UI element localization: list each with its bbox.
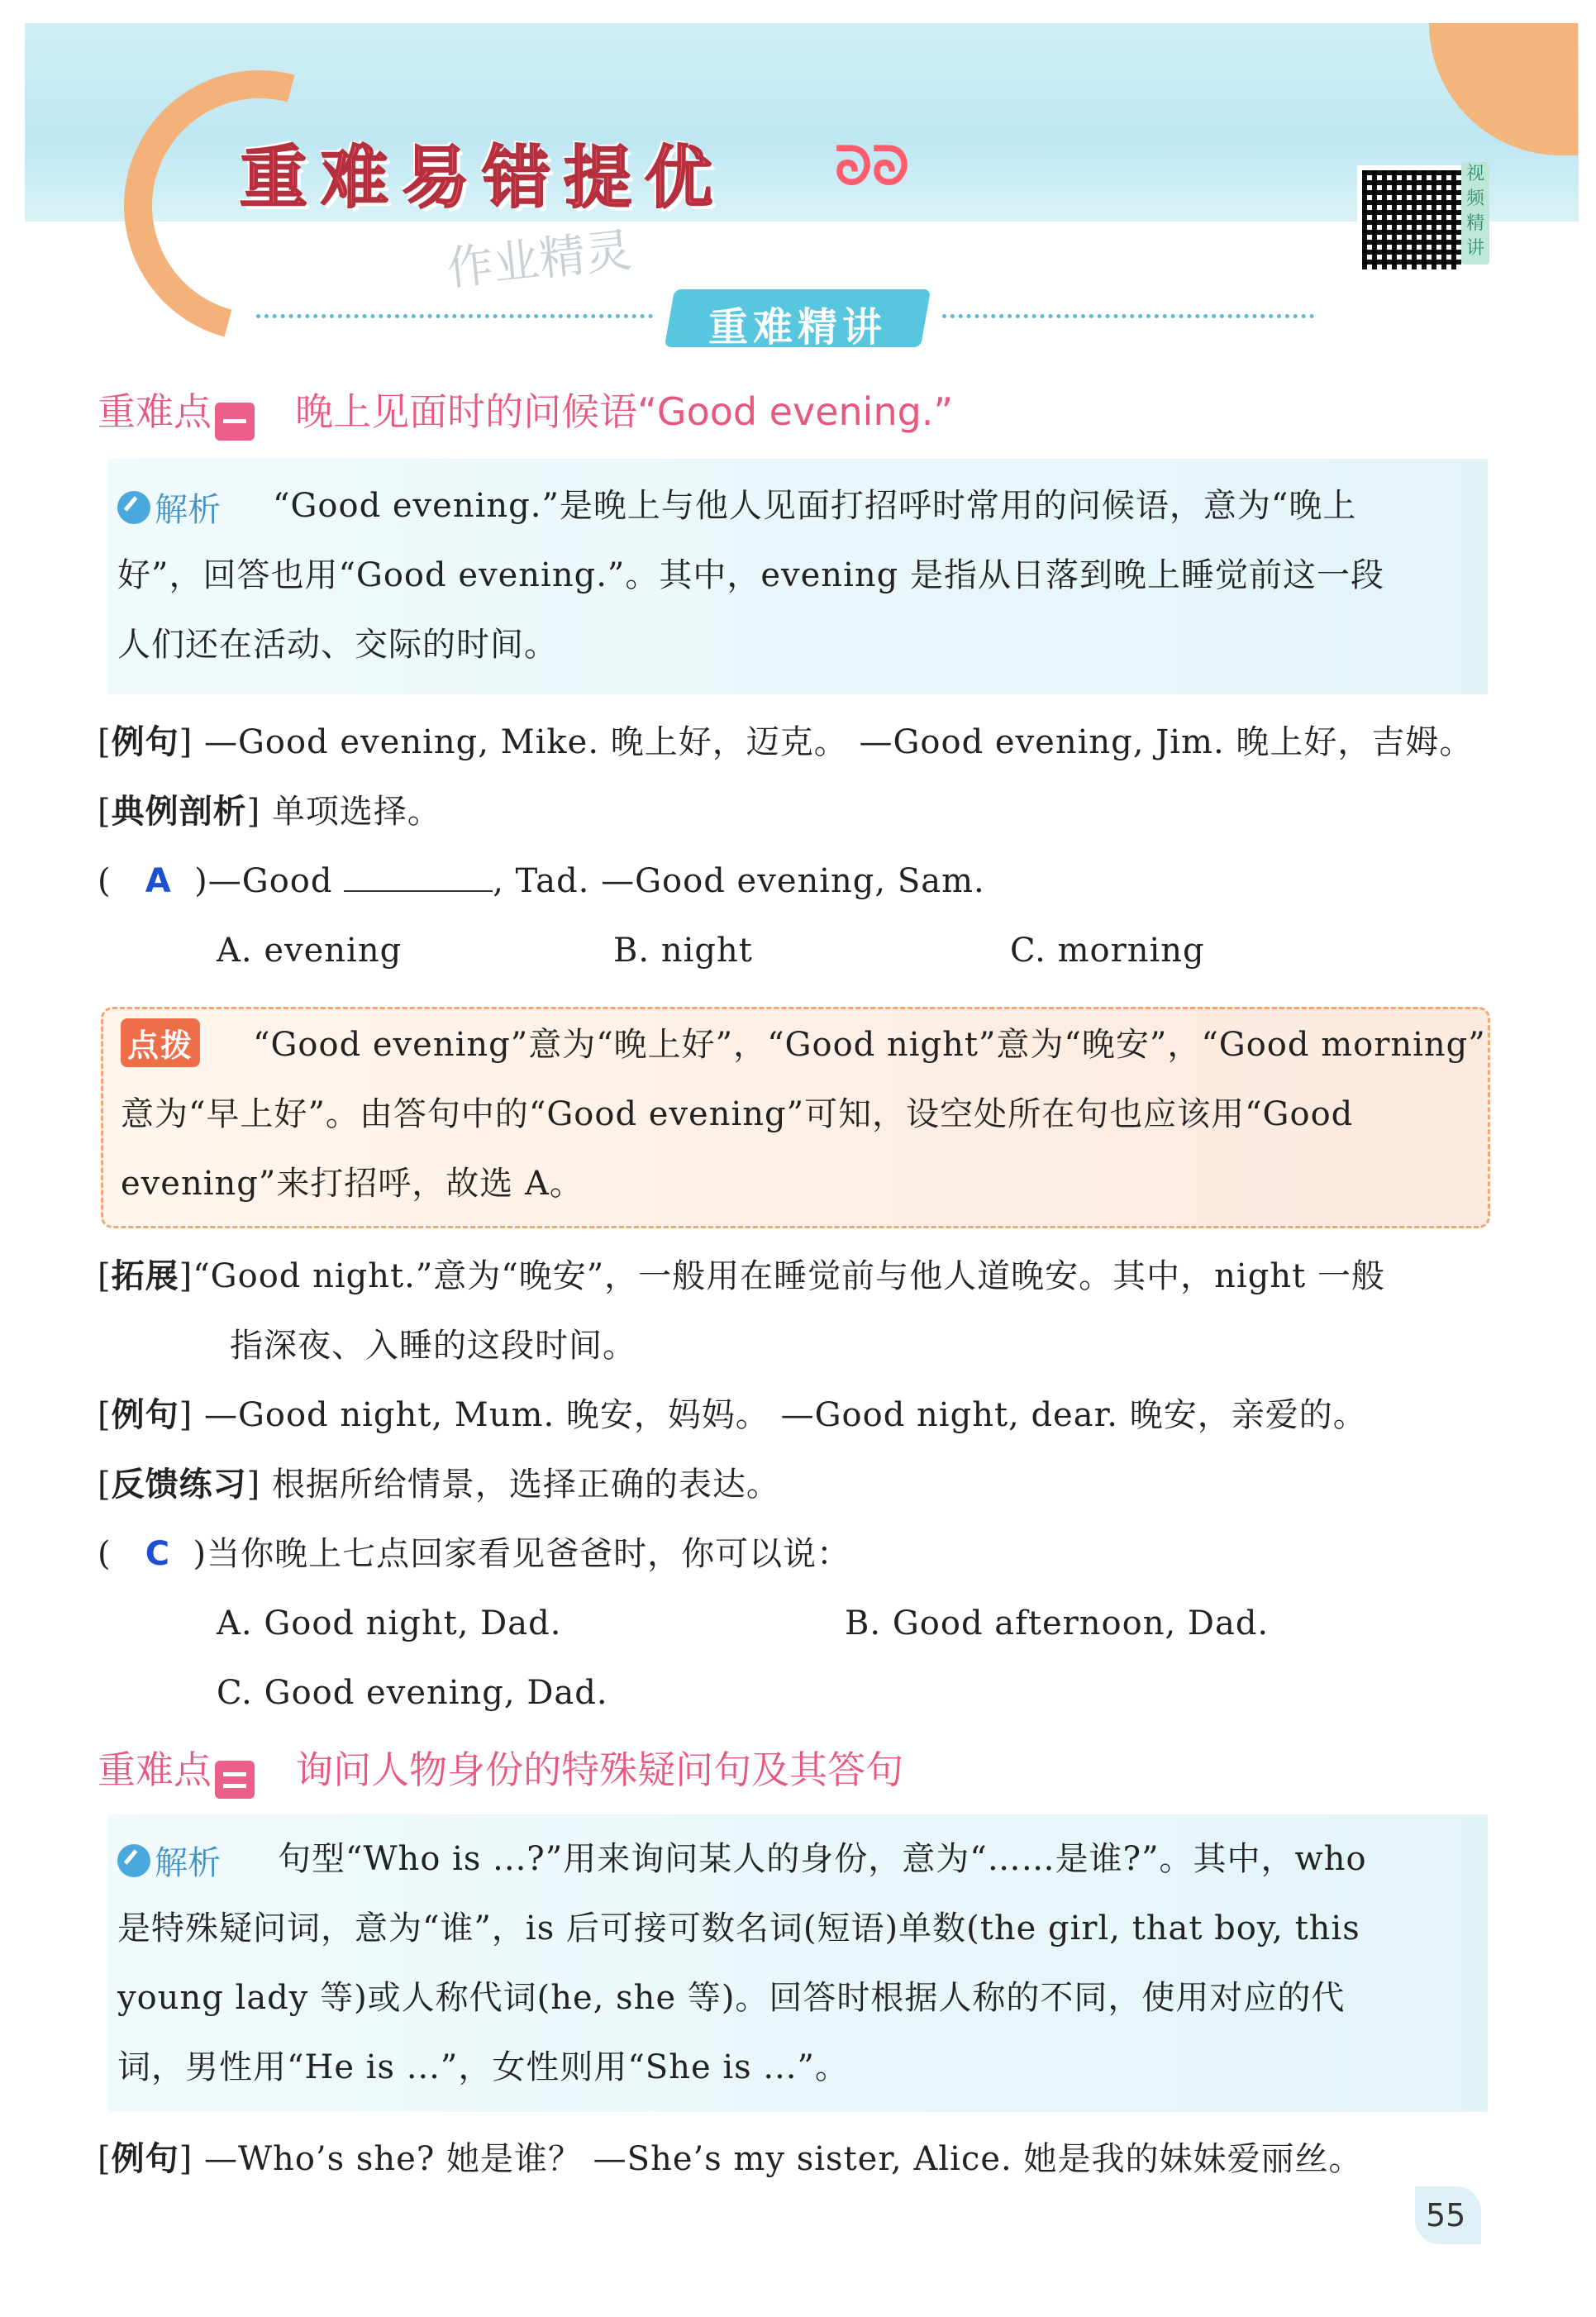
option-c: C. morning [1010, 932, 1205, 970]
analysis-2-line-3: young lady 等)或人称代词(he, she 等)。回答时根据人称的不同，使用对应的代 [117, 1979, 1346, 2017]
tip-line-1: “Good evening”意为“晚上好”，“Good night”意为“晚安”，“Good morning” [253, 1026, 1486, 1064]
key-point-2-header [98, 1740, 903, 1799]
key-point-1-header [98, 382, 953, 441]
q2-option-b: B. Good afternoon, Dad. [845, 1604, 1270, 1642]
qr-caption: 视 频 精 讲 [1461, 162, 1489, 265]
example-2: [例句] —Good night, Mum. 晚安，妈妈。 —Good night, dear. 晚安，亲爱的。 [98, 1396, 1367, 1434]
analysis-2-line-1: 句型“Who is ...?”用来询问某人的身份，意为“……是谁?”。其中，who [278, 1840, 1367, 1878]
question-1: ( A )—Good , Tad. —Good evening, Sam. [98, 862, 985, 900]
q2-option-c: C. Good evening, Dad. [217, 1674, 608, 1712]
answer-2: C [145, 1535, 171, 1573]
key-point-2-title: 询问人物身份的特殊疑问句及其答句 [295, 1747, 904, 1792]
qr-code[interactable] [1357, 165, 1466, 274]
analysis-1-label: 解析 [117, 484, 221, 531]
example-1: [例句] —Good evening, Mike. 晚上好，迈克。 —Good evening, Jim. 晚上好，吉姆。 [98, 723, 1474, 761]
example-3: [例句] —Who’s she? 她是谁？ —She’s my sister, Alice. 她是我的妹妹爱丽丝。 [98, 2140, 1363, 2178]
extension-line-2: 指深夜、入睡的这段时间。 [230, 1327, 636, 1365]
section-tag: 重难精讲 [707, 304, 887, 350]
page-number: 55 [1426, 2197, 1466, 2234]
analysis-2-line-2: 是特殊疑问词，意为“谁”，is 后可接可数名词(短语)单数(the girl, that boy, this [117, 1909, 1360, 1948]
option-b: B. night [613, 932, 753, 970]
pencil-icon [117, 1844, 150, 1877]
analysis-1-line-2: 好”，回答也用“Good evening.”。其中，evening 是指从日落到晚上睡觉前这一段 [117, 556, 1384, 594]
analysis-1-line-1: “Good evening.”是晚上与他人见面打招呼时常用的问候语，意为“晚上 [273, 487, 1357, 525]
question-2: ( C )当你晚上七点回家看见爸爸时，你可以说： [98, 1535, 851, 1573]
title-swirl-icon: ᘐᘐ [835, 136, 910, 198]
tip-label: 点拨 [121, 1018, 200, 1067]
number-one-icon [215, 403, 255, 441]
page-title: 重难易错提优 [240, 139, 727, 217]
key-point-1-title: 晚上见面时的问候语“Good evening.” [295, 389, 954, 434]
q2-option-a: A. Good night, Dad. [217, 1604, 562, 1642]
answer-1: A [145, 862, 172, 900]
section-divider-left [256, 314, 653, 318]
number-two-icon [215, 1761, 255, 1799]
pencil-icon [117, 491, 150, 524]
tip-line-2: 意为“早上好”。由答句中的“Good evening”可知，设空处所在句也应该用“Good [121, 1095, 1354, 1133]
analysis-2-line-4: 词，男性用“He is ...”，女性则用“She is ...”。 [117, 2048, 849, 2086]
case-analysis: [典例剖析] 单项选择。 [98, 793, 441, 831]
key-point-label: 重难点 [98, 389, 212, 434]
option-a: A. evening [217, 932, 403, 970]
answer-blank[interactable] [344, 861, 493, 892]
section-divider-right [942, 314, 1314, 318]
key-point-label: 重难点 [98, 1747, 212, 1792]
feedback-practice: [反馈练习] 根据所给情景，选择正确的表达。 [98, 1466, 780, 1504]
analysis-1-line-3: 人们还在活动、交际的时间。 [117, 626, 558, 664]
analysis-2-label: 解析 [117, 1837, 221, 1884]
extension: [拓展]“Good night.”意为“晚安”，一般用在睡觉前与他人道晚安。其中，night 一般 [98, 1257, 1385, 1295]
watermark-logo: 作业精灵 [444, 223, 635, 297]
tip-line-3: evening”来打招呼，故选 A。 [121, 1165, 584, 1203]
